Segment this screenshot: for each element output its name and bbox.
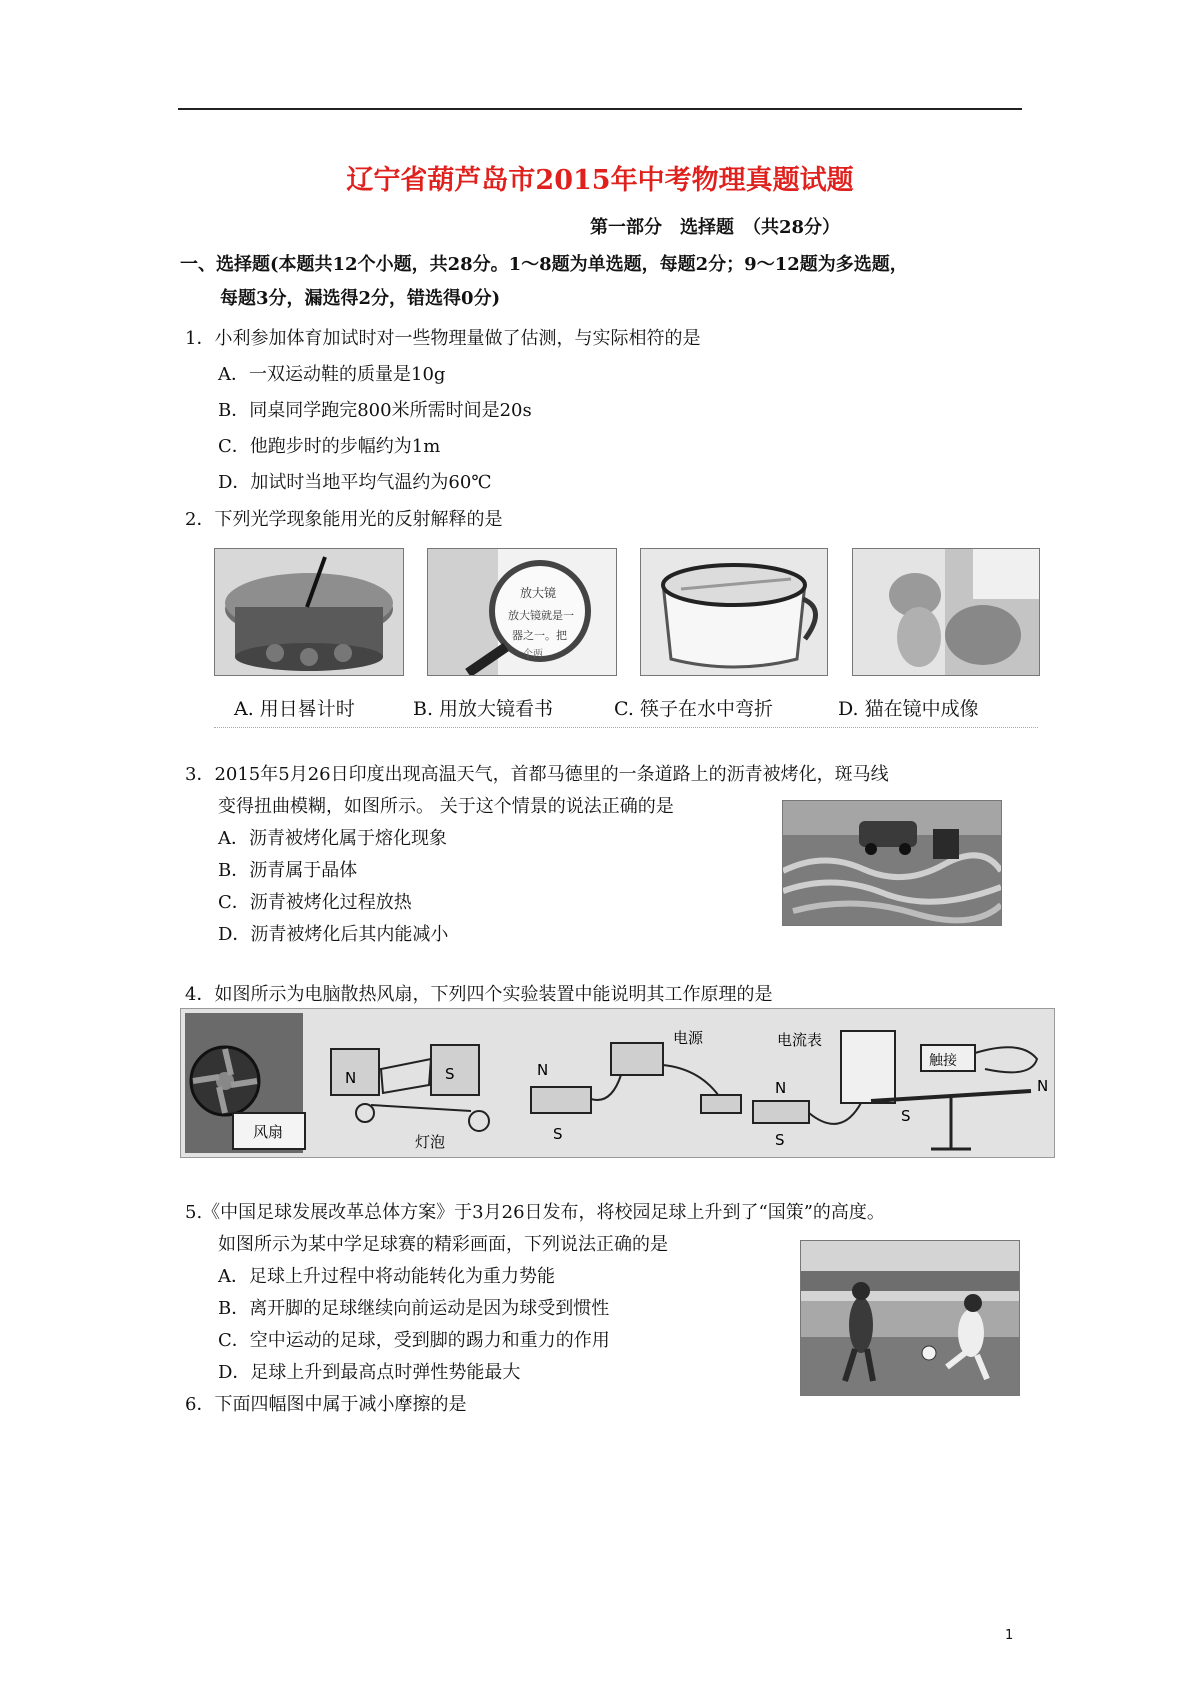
q2-caption-d: D. 猫在镜中成像 — [838, 698, 979, 720]
needle-n-label: N — [1037, 1077, 1049, 1095]
section-instructions-line1: 一、选择题(本题共12个小题，共28分。1～8题为单选题，每题2分；9～12题为多选题， — [180, 254, 908, 275]
page-title: 辽宁省葫芦岛市2015年中考物理真题试题 — [346, 165, 854, 196]
q2-stem: 2．下列光学现象能用光的反射解释的是 — [185, 509, 503, 530]
fan-label: 风扇 — [253, 1123, 284, 1141]
q6-stem: 6．下面四幅图中属于减小摩擦的是 — [185, 1394, 467, 1415]
q5-option-a: A．足球上升过程中将动能转化为重力势能 — [218, 1266, 555, 1287]
magnet-s-label-1: S — [445, 1065, 455, 1083]
power-source-icon — [611, 1043, 663, 1075]
q5-option-b: B．离开脚的足球继续向前运动是因为球受到惯性 — [218, 1298, 610, 1319]
q1-option-d: D．加试时当地平均气温约为60℃ — [218, 472, 492, 493]
q1-option-a: A．一双运动鞋的质量是10g — [218, 364, 446, 385]
caption-dotted-rule — [214, 727, 1038, 728]
magnet-n-label-1: N — [345, 1069, 357, 1087]
ammeter-label: 电流表 — [777, 1031, 823, 1049]
q5-stem-line1: 5.《中国足球发展改革总体方案》于3月26日发布，将校园足球上升到了“国策”的高度。 — [185, 1202, 885, 1223]
magnifier-text-3: 器之一。把 — [512, 629, 567, 642]
header-rule — [178, 108, 1022, 110]
q4-stem: 4．如图所示为电脑散热风扇，下列四个实验装置中能说明其工作原理的是 — [185, 984, 773, 1005]
magnifier-text-2: 放大镜就是一 — [508, 609, 574, 622]
magnifier-text-4: 个两 — [523, 649, 543, 660]
q2-caption-a: A. 用日晷计时 — [234, 698, 355, 720]
q2-caption-c: C. 筷子在水中弯折 — [614, 698, 773, 720]
magnet-n-label-2: N — [537, 1061, 549, 1079]
cat-mirror-photo — [852, 548, 1040, 676]
page-number: 1 — [1005, 1628, 1014, 1643]
magnifier-photo — [427, 548, 617, 676]
chopsticks-cup-photo — [640, 548, 828, 676]
q5-option-d: D．足球上升到最高点时弹性势能最大 — [218, 1362, 521, 1383]
part-heading: 第一部分 选择题 （共28分） — [589, 217, 841, 238]
q3-option-c: C．沥青被烤化过程放热 — [218, 892, 412, 913]
q3-stem-line2: 变得扭曲模糊，如图所示。 关于这个情景的说法正确的是 — [218, 796, 674, 817]
q1-stem: 1．小利参加体育加试时对一些物理量做了估测，与实际相符的是 — [185, 328, 701, 349]
power-label: 电源 — [673, 1029, 704, 1047]
magnet-s-label-2: S — [553, 1125, 563, 1143]
q5-stem-line2: 如图所示为某中学足球赛的精彩画面，下列说法正确的是 — [218, 1234, 668, 1255]
q3-option-d: D．沥青被烤化后其内能减小 — [218, 924, 449, 945]
football-match-photo — [800, 1240, 1020, 1396]
ammeter-icon — [841, 1031, 895, 1103]
q4-apparatus-figure — [180, 1008, 1055, 1158]
q3-stem-line1: 3．2015年5月26日印度出现高温天气，首都马德里的一条道路上的沥青被烤化，斑马线 — [185, 764, 889, 785]
q1-option-c: C．他跑步时的步幅约为1m — [218, 436, 441, 457]
q1-option-b: B．同桌同学跑完800米所需时间是20s — [218, 400, 532, 421]
q5-option-c: C．空中运动的足球，受到脚的踢力和重力的作用 — [218, 1330, 610, 1351]
sundial-photo — [214, 548, 404, 676]
magnifier-text-1: 放大镜 — [520, 586, 557, 600]
q3-option-b: B．沥青属于晶体 — [218, 860, 358, 881]
q3-option-a: A．沥青被烤化属于熔化现象 — [218, 828, 447, 849]
magnet-s-label-3: S — [775, 1131, 785, 1149]
needle-s-label: S — [901, 1107, 911, 1125]
football-icon — [922, 1346, 936, 1360]
section-instructions-line2: 每题3分，漏选得2分，错选得0分) — [220, 288, 501, 309]
q2-caption-b: B. 用放大镜看书 — [413, 698, 554, 720]
melted-asphalt-photo — [782, 800, 1002, 926]
bulb-label: 灯泡 — [415, 1133, 446, 1151]
touch-label: 触接 — [929, 1053, 957, 1069]
magnet-n-label-3: N — [775, 1079, 787, 1097]
